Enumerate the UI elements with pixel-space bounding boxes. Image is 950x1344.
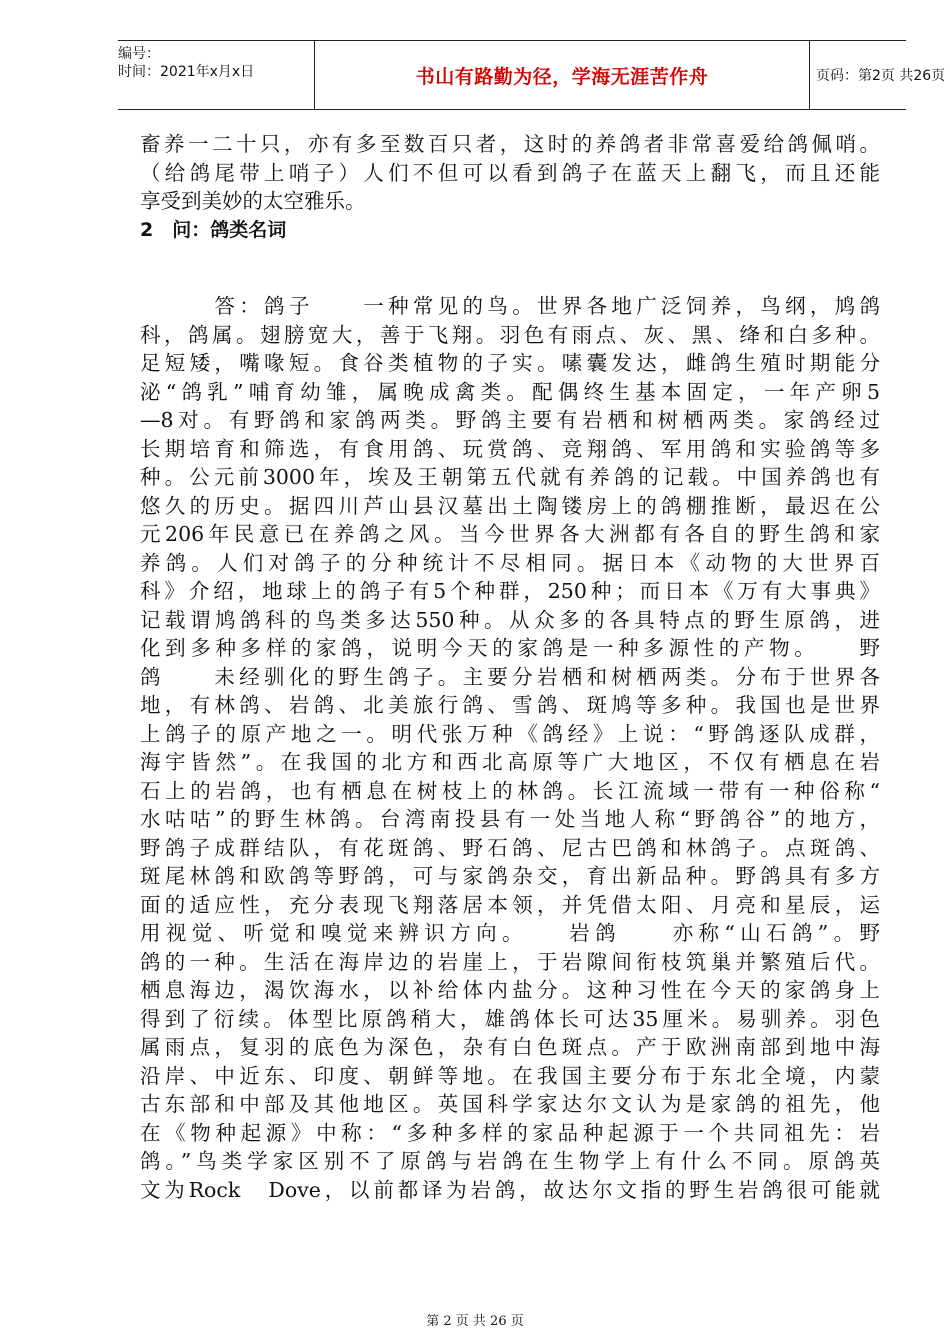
text-line: 元206年民意已在养鸽之风。当今世界各大洲都有各自的野生鸽和家 [140, 522, 880, 546]
page-info: 页码：第2页 共26页 [816, 68, 946, 84]
text-line: 栖息海边，渴饮海水，以补给体内盐分。这种习性在今天的家鸽身上 [140, 978, 880, 1002]
text-line: 畜养一二十只，亦有多至数百只者，这时的养鸽者非常喜爱给鸽佩哨。 [140, 132, 880, 156]
text-line: 养鸽。人们对鸽子的分种统计不尽相同。据日本《动物的大世界百 [140, 550, 880, 575]
text-line: 在《物种起源》中称：“多种多样的家品种起源于一个共同祖先：岩 [140, 1120, 880, 1145]
text-line: 化到多种多样的家鸽，说明今天的家鸽是一种多源性的产物。 野 [140, 636, 880, 660]
text-line: 科》介绍，地球上的鸽子有5个种群，250种；而日本《万有大事典》 [140, 579, 880, 603]
intro-paragraph [140, 130, 880, 216]
text-line: 水咕咕”的野生林鸽。台湾南投县有一处当地人称“野鸽谷”的地方， [140, 807, 880, 831]
text-line: 上鸽子的原产地之一。明代张万种《鸽经》上说：“野鸽逐队成群， [140, 721, 880, 746]
text-line: 文为Rock Dove，以前都译为岩鸽，故达尔文指的野生岩鸽很可能就 [140, 1177, 880, 1202]
text-line: 鸽的一种。生活在海岸边的岩崖上，于岩隙间衔枝筑巢并繁殖后代。 [140, 949, 880, 974]
text-line: 面的适应性，充分表现飞翔落居本领，并凭借太阳、月亮和星辰，运 [140, 892, 880, 917]
text-line: 石上的岩鸽，也有栖息在树枝上的林鸽。长江流域一带有一种俗称“ [140, 778, 880, 803]
header-meta [118, 41, 314, 113]
text-line: 长期培育和筛选，有食用鸽、玩赏鸽、竞翔鸽、军用鸽和实验鸽等多 [140, 436, 880, 461]
answer-paragraph [140, 292, 880, 1204]
text-line: 享受到美妙的太空雅乐。 [140, 189, 366, 213]
text-line: 沿岸、中近东、印度、朝鲜等地。在我国主要分布于东北全境，内蒙 [140, 1063, 880, 1088]
text-line: 海宇皆然”。在我国的北方和西北高原等广大地区，不仅有栖息在岩 [140, 750, 880, 774]
page-header [118, 40, 946, 110]
text-line: 泌“鸽乳”哺育幼雏，属晚成禽类。配偶终生基本固定，一年产卵5 [140, 379, 880, 404]
text-line: （给鸽尾带上哨子）人们不但可以看到鸽子在蓝天上翻飞，而且还能 [140, 160, 880, 185]
text-line: 用视觉、听觉和嗅觉来辨识方向。 岩鸽 亦称“山石鸽”。野 [140, 921, 880, 945]
text-line: 得到了衍续。体型比原鸽稍大，雄鸽体长可达35厘米。易驯养。羽色 [140, 1006, 880, 1031]
text-line: 古东部和中部及其他地区。英国科学家达尔文认为是家鸽的祖先，他 [140, 1092, 880, 1116]
section-heading: 2 问：鸽类名词 [140, 218, 287, 241]
text-line: —8对。有野鸽和家鸽两类。野鸽主要有岩栖和树栖两类。家鸽经过 [140, 408, 880, 432]
header-page-info [808, 41, 946, 109]
text-line: 鸽 未经驯化的野生鸽子。主要分岩栖和树栖两类。分布于世界各 [140, 664, 880, 689]
text-line: 悠久的历史。据四川芦山县汉墓出土陶镂房上的鸽棚推断，最迟在公 [140, 493, 880, 518]
document-body [140, 130, 880, 1204]
text-line: 地，有林鸽、岩鸽、北美旅行鸽、雪鸽、斑鸠等多种。我国也是世界 [140, 693, 880, 717]
spacer [140, 244, 880, 292]
header-motto-cell [314, 41, 810, 109]
text-line: 足短矮，嘴喙短。食谷类植物的子实。嗉囊发达，雌鸽生殖时期能分 [140, 351, 880, 375]
text-line: 野鸽子成群结队，有花斑鸽、野石鸽、尼古巴鸽和林鸽子。点斑鸽、 [140, 835, 880, 860]
text-line: 科，鸽属。翅膀宽大，善于飞翔。羽色有雨点、灰、黑、绛和白多种。 [140, 322, 880, 347]
time-label: 时间：2021年x月x日 [118, 64, 255, 80]
page-footer: 第 2 页 共 26 页 [426, 1314, 524, 1329]
text-line: 记载谓鸠鸽科的鸟类多达550种。从众多的各具特点的野生原鸽，进 [140, 607, 880, 632]
text-line: 种。公元前3000年，埃及王朝第五代就有养鸽的记载。中国养鸽也有 [140, 465, 880, 489]
motto: 书山有路勤为径，学海无涯苦作舟 [415, 65, 709, 88]
text-line: 斑尾林鸽和欧鸽等野鸽，可与家鸽杂交，育出新品种。野鸽具有多方 [140, 864, 880, 888]
text-line: 鸽。”鸟类学家区别不了原鸽与岩鸽在生物学上有什么不同。原鸽英 [140, 1149, 880, 1173]
text-line: 属雨点，复羽的底色为深色，杂有白色斑点。产于欧洲南部到地中海 [140, 1035, 880, 1059]
serial-label: 编号： [118, 46, 160, 62]
text-line: 答：鸽子 一种常见的鸟。世界各地广泛饲养，鸟纲，鸠鸽 [140, 294, 880, 318]
